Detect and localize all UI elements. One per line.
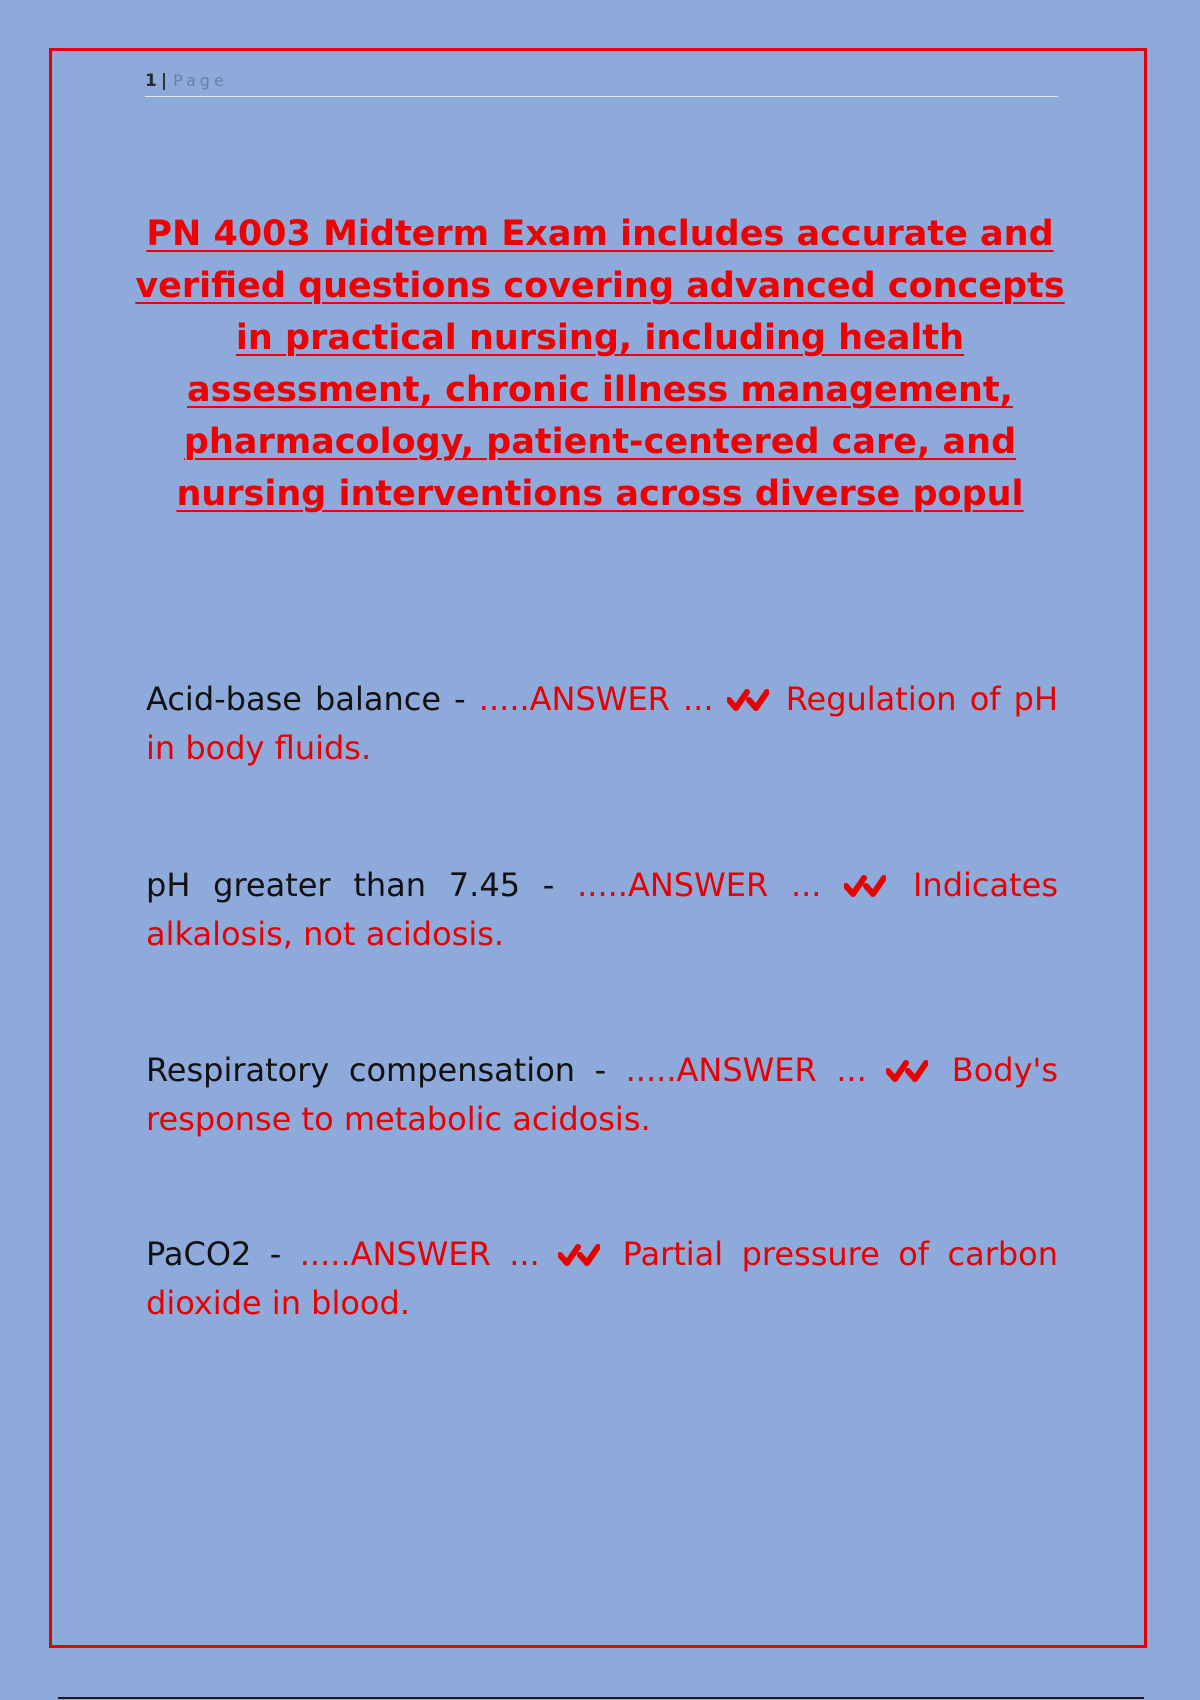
page-label: Page <box>173 71 228 90</box>
qa-item-respiratory-compensation <box>146 1046 1058 1144</box>
qa-answer: Body's response to metabolic acidosis. <box>146 1051 1059 1138</box>
qa-answer: Partial pressure of carbon dioxide in blood. <box>146 1235 1059 1322</box>
page-header <box>145 70 1058 97</box>
answer-marker: .....ANSWER ... <box>299 1235 559 1273</box>
qa-item-ph-greater-than <box>146 861 1058 959</box>
qa-term: pH greater than 7.45 - <box>146 866 578 904</box>
qa-term: Respiratory compensation - <box>146 1051 626 1089</box>
qa-term: Acid-base balance - <box>146 680 479 718</box>
answer-marker: .....ANSWER ... <box>577 866 845 904</box>
qa-term: PaCO2 - <box>146 1235 300 1273</box>
answer-marker: .....ANSWER ... <box>625 1051 887 1089</box>
check-icon <box>886 1055 928 1087</box>
qa-answer: Indicates alkalosis, not acidosis. <box>146 866 1059 953</box>
qa-item-paco2 <box>146 1230 1058 1328</box>
check-icon <box>727 684 769 716</box>
bottom-rule <box>58 1697 1144 1699</box>
answer-marker: .....ANSWER ... <box>478 680 727 718</box>
page-separator: | <box>160 71 168 91</box>
check-icon <box>558 1239 600 1271</box>
qa-item-acid-base-balance <box>146 675 1058 773</box>
document-title: PN 4003 Midterm Exam includes accurate and verified questions covering advanced concepts in practical nursing, including health assessment, chronic illness management, pharmacology, patient-centered care, and nursing interventions across diverse popul <box>135 214 1065 514</box>
qa-answer: Regulation of pH in body fluids. <box>146 680 1059 767</box>
page-number: 1 <box>145 71 157 91</box>
check-icon <box>844 870 886 902</box>
